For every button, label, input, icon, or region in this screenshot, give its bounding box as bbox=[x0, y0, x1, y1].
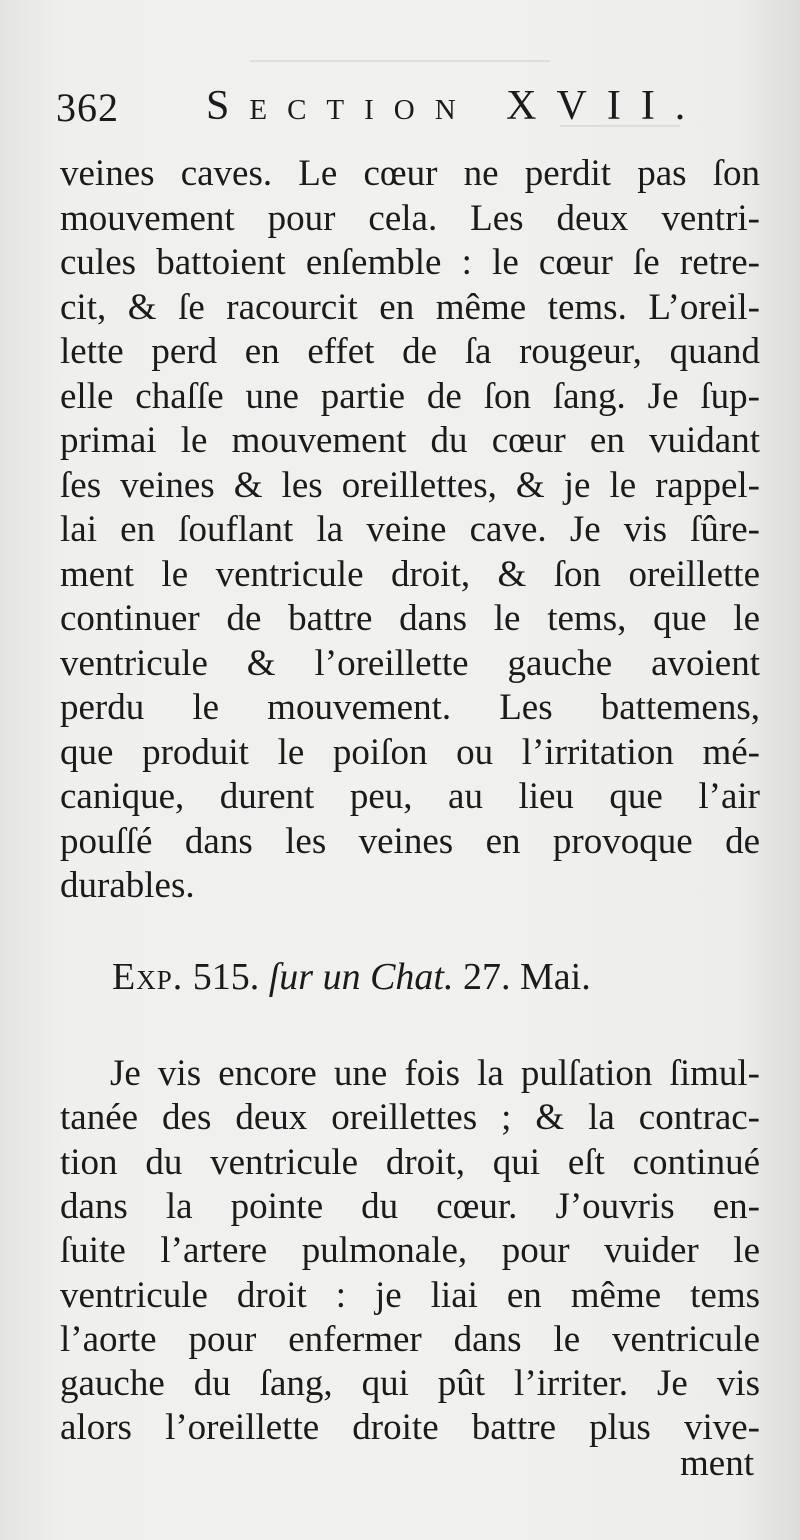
text-line: continuer de battre dans le tems, que le bbox=[60, 598, 760, 639]
running-head bbox=[56, 78, 746, 138]
text-line: lai en ſouflant la veine cave. Je vis ſûre- bbox=[60, 509, 760, 550]
text-line: ment le ventricule droit, & ſon oreillette bbox=[60, 553, 760, 595]
text-line: ſuite l’artere pulmonale, pour vuider le bbox=[60, 1230, 760, 1272]
section-title: Section XVII. bbox=[206, 83, 706, 129]
text-line: cit, & ſe racourcit en même tems. L’oreil- bbox=[60, 286, 760, 328]
experiment-number: 515. bbox=[192, 956, 260, 998]
text-line: ventricule droit : je liai en même tems bbox=[60, 1274, 760, 1316]
bleed-through-mark bbox=[250, 60, 550, 62]
text-line: perdu le mouvement. Les battemens, bbox=[60, 687, 760, 728]
experiment-heading bbox=[112, 955, 732, 1015]
experiment-subject: ſur un Chat. bbox=[268, 956, 454, 998]
text-line: ſes veines & les oreillettes, & je le rappel- bbox=[60, 464, 760, 506]
text-line: dans la pointe du cœur. J’ouvris en- bbox=[60, 1185, 760, 1227]
text-line: mouvement pour cela. Les deux ventri- bbox=[60, 197, 760, 239]
text-line: pouſſé dans les veines en provoque de bbox=[60, 820, 760, 862]
text-line: elle chaſſe une partie de ſon ſang. Je ſup- bbox=[60, 375, 760, 417]
text-line: canique, durent peu, au lieu que l’air bbox=[60, 776, 760, 817]
experiment-date: 27. Mai. bbox=[462, 956, 591, 998]
text-line: gauche du ſang, qui pût l’irriter. Je vis bbox=[60, 1363, 760, 1405]
catchword: ment bbox=[680, 1443, 754, 1484]
text-line: veines caves. Le cœur ne perdit pas ſon bbox=[60, 153, 760, 194]
page-number: 362 bbox=[56, 85, 119, 130]
text-line: durables. bbox=[60, 865, 195, 906]
text-line: alors l’oreillette droite battre plus vive- bbox=[60, 1407, 760, 1449]
text-line: cules battoient enſemble : le cœur ſe retre- bbox=[60, 242, 760, 283]
text-line: l’aorte pour enfermer dans le ventricule bbox=[60, 1318, 760, 1360]
text-line: primai le mouvement du cœur en vuidant bbox=[60, 420, 760, 461]
text-line: Je vis encore une fois la pulſation ſimul- bbox=[110, 1053, 760, 1094]
experiment-label: Exp. bbox=[112, 956, 184, 998]
text-line: ventricule & l’oreillette gauche avoient bbox=[60, 642, 760, 684]
text-line: tanée des deux oreillettes ; & la contrac- bbox=[60, 1097, 760, 1139]
text-line: que produit le poiſon ou l’irritation mé- bbox=[60, 731, 760, 773]
text-line: tion du ventricule droit, qui eſt continué bbox=[60, 1141, 760, 1183]
text-line: lette perd en effet de ſa rougeur, quand bbox=[60, 331, 760, 372]
